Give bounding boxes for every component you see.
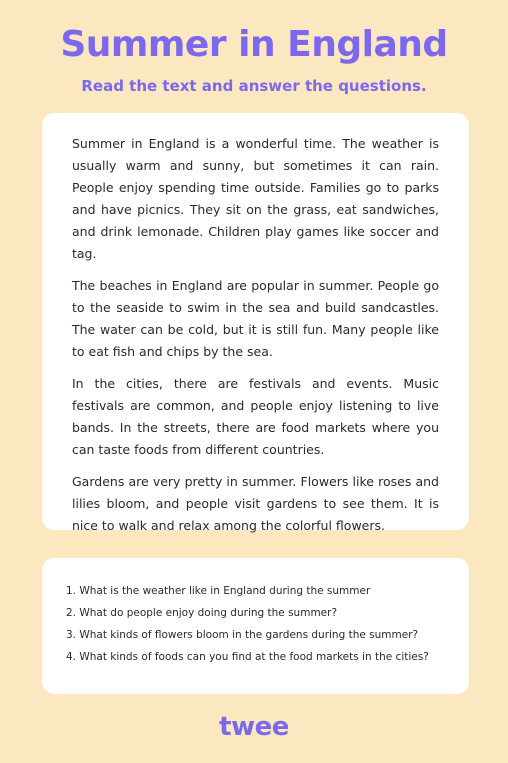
passage-paragraph-1: Summer in England is a wonderful time. The weather is usually warm and sunny, but sometimes it can rain. People enjoy spending time outside. Families go to parks and have picnics. They sit on the grass, eat sandwiches, and drink lemonade. Children play games like soccer and tag. (72, 136, 439, 261)
question-1: 1. What is the weather like in England during the summer (66, 585, 371, 597)
twee-logo: twee (219, 712, 289, 742)
reading-passage-card (42, 113, 469, 533)
questions-card (42, 558, 469, 694)
passage-paragraph-4: Gardens are very pretty in summer. Flowers like roses and lilies bloom, and people visit gardens to see them. It is nice to walk and relax among the colorful flowers. (72, 474, 439, 533)
reading-passage (72, 133, 439, 547)
questions-list (66, 580, 456, 668)
question-3: 3. What kinds of flowers bloom in the gardens during the summer? (66, 629, 419, 641)
question-2: 2. What do people enjoy doing during the summer? (66, 607, 338, 619)
page-subtitle: Read the text and answer the questions. (81, 77, 427, 95)
page-title: Summer in England (60, 24, 448, 65)
question-4: 4. What kinds of foods can you find at the food markets in the cities? (66, 651, 429, 663)
passage-paragraph-3: In the cities, there are festivals and events. Music festivals are common, and people enjoy listening to live bands. In the streets, there are food markets where you can taste foods from different countries. (72, 376, 439, 457)
passage-paragraph-2: The beaches in England are popular in summer. People go to the seaside to swim in the sea and build sandcastles. The water can be cold, but it is still fun. Many people like to eat fish and chips by the sea. (72, 278, 439, 359)
